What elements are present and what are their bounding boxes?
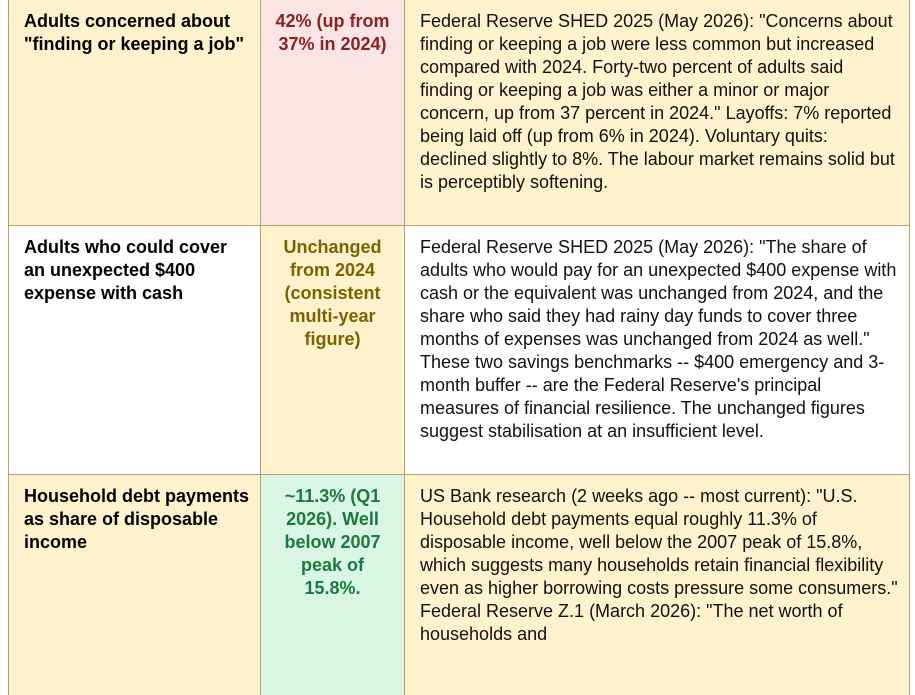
- value-cell: ~11.3% (Q1 2026). Well below 2007 peak of 15.8%.: [261, 475, 405, 695]
- detail-cell: Federal Reserve SHED 2025 (May 2026): "The share of adults who would pay for an unexpected $400 expense with cash or the equivalent was unchanged from 2024, and the share who said they had rainy day funds to cover three months of expenses was unchanged from 2024 as well." These two savings benchmarks -- $400 emergency and 3-month buffer -- are the Federal Reserve's principal measures of financial resilience. The unchanged figures suggest stabilisation at an insufficient level.: [405, 226, 910, 475]
- metric-cell: Adults concerned about "finding or keeping a job": [9, 0, 261, 226]
- value-cell: 42% (up from 37% in 2024): [261, 0, 405, 226]
- table-row: [9, 0, 910, 226]
- metric-cell: Adults who could cover an unexpected $400 expense with cash: [9, 226, 261, 475]
- detail-cell: Federal Reserve SHED 2025 (May 2026): "Concerns about finding or keeping a job were less common but increased compared with 2024. Forty-two percent of adults said finding or keeping a job was either a minor or major concern, up from 37 percent in 2024." Layoffs: 7% reported being laid off (up from 6% in 2024). Voluntary quits: declined slightly to 8%. The labour market remains solid but is perceptibly softening.: [405, 0, 910, 226]
- table-row: [9, 475, 910, 695]
- indicator-table: [8, 0, 910, 695]
- value-cell: Unchanged from 2024 (consistent multi-year figure): [261, 226, 405, 475]
- table-row: [9, 226, 910, 475]
- detail-cell: US Bank research (2 weeks ago -- most current): "U.S. Household debt payments equal roughly 11.3% of disposable income, well below the 2007 peak of 15.8%, which suggests many households retain financial flexibility even as higher borrowing costs pressure some consumers." Federal Reserve Z.1 (March 2026): "The net worth of households and: [405, 475, 910, 695]
- metric-cell: Household debt payments as share of disposable income: [9, 475, 261, 695]
